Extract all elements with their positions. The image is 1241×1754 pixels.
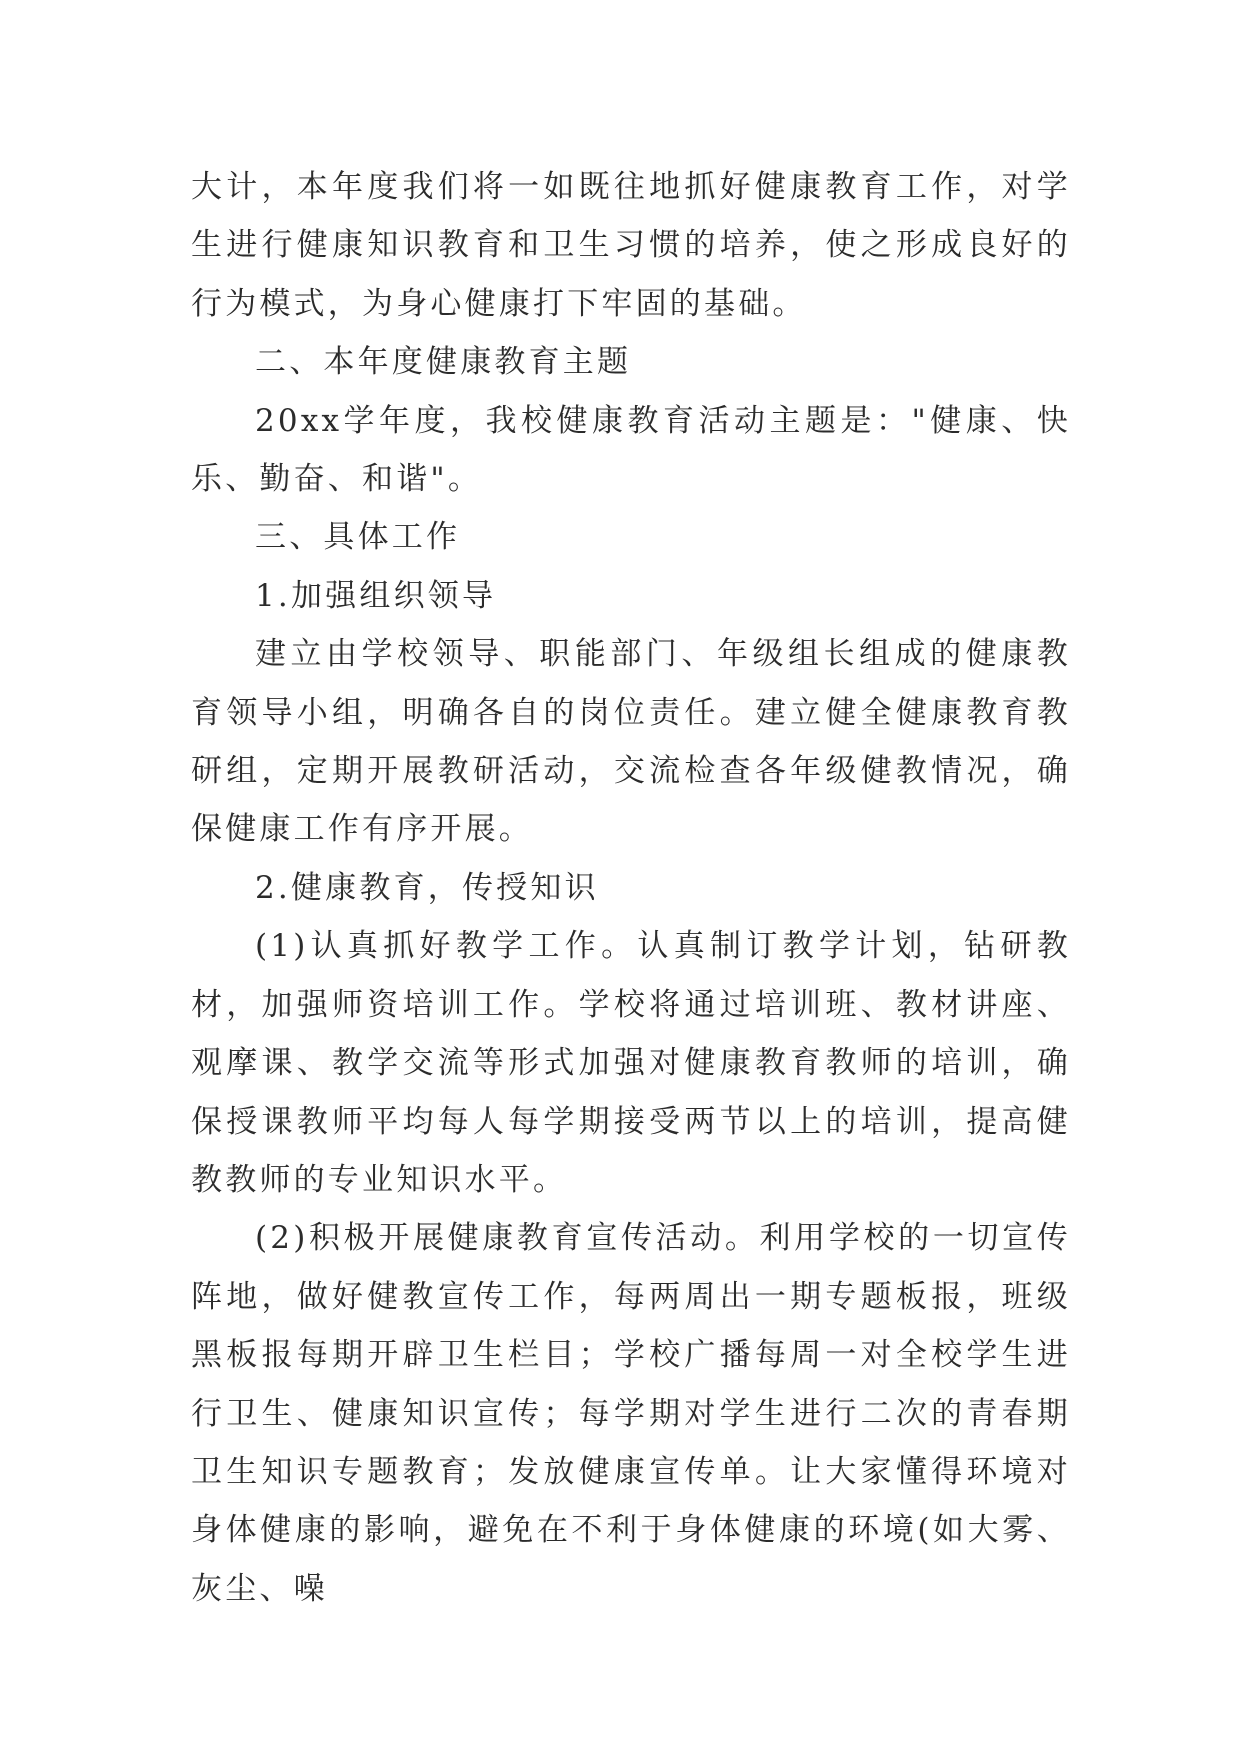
body-paragraph-organization: 建立由学校领导、职能部门、年级组长组成的健康教育领导小组，明确各自的岗位责任。建立健全健康教育教研组，定期开展教研活动，交流检查各年级健教情况，确保健康工作有序开展。 (191, 636, 1071, 848)
body-paragraph-continued: 大计，本年度我们将一如既往地抓好健康教育工作，对学生进行健康知识教育和卫生习惯的培养，使之形成良好的行为模式，为身心健康打下牢固的基础。 (191, 169, 1071, 322)
subheading-organization: 1.加强组织领导 (255, 577, 497, 614)
body-paragraph-teaching: (1)认真抓好教学工作。认真制订教学计划，钻研教材，加强师资培训工作。学校将通过培训班、教材讲座、观摩课、教学交流等形式加强对健康教育教师的培训，确保授课教师平均每人每学期接受两节以上的培训，提高健教教师的专业知识水平。 (191, 928, 1071, 1198)
document-body (191, 158, 1071, 1618)
body-paragraph-theme: 20xx学年度，我校健康教育活动主题是："健康、快乐、勤奋、和谐"。 (191, 402, 1071, 498)
section-heading-theme: 二、本年度健康教育主题 (255, 344, 632, 381)
section-heading-work: 三、具体工作 (255, 519, 461, 556)
body-paragraph-publicity: (2)积极开展健康教育宣传活动。利用学校的一切宣传阵地，做好健教宣传工作，每两周出一期专题板报，班级黑板报每期开辟卫生栏目；学校广播每周一对全校学生进行卫生、健康知识宣传；每学期对学生进行二次的青春期卫生知识专题教育；发放健康宣传单。让大家懂得环境对身体健康的影响，避免在不利于身体健康的环境(如大雾、灰尘、噪 (191, 1220, 1071, 1607)
subheading-education: 2.健康教育，传授知识 (255, 869, 599, 906)
